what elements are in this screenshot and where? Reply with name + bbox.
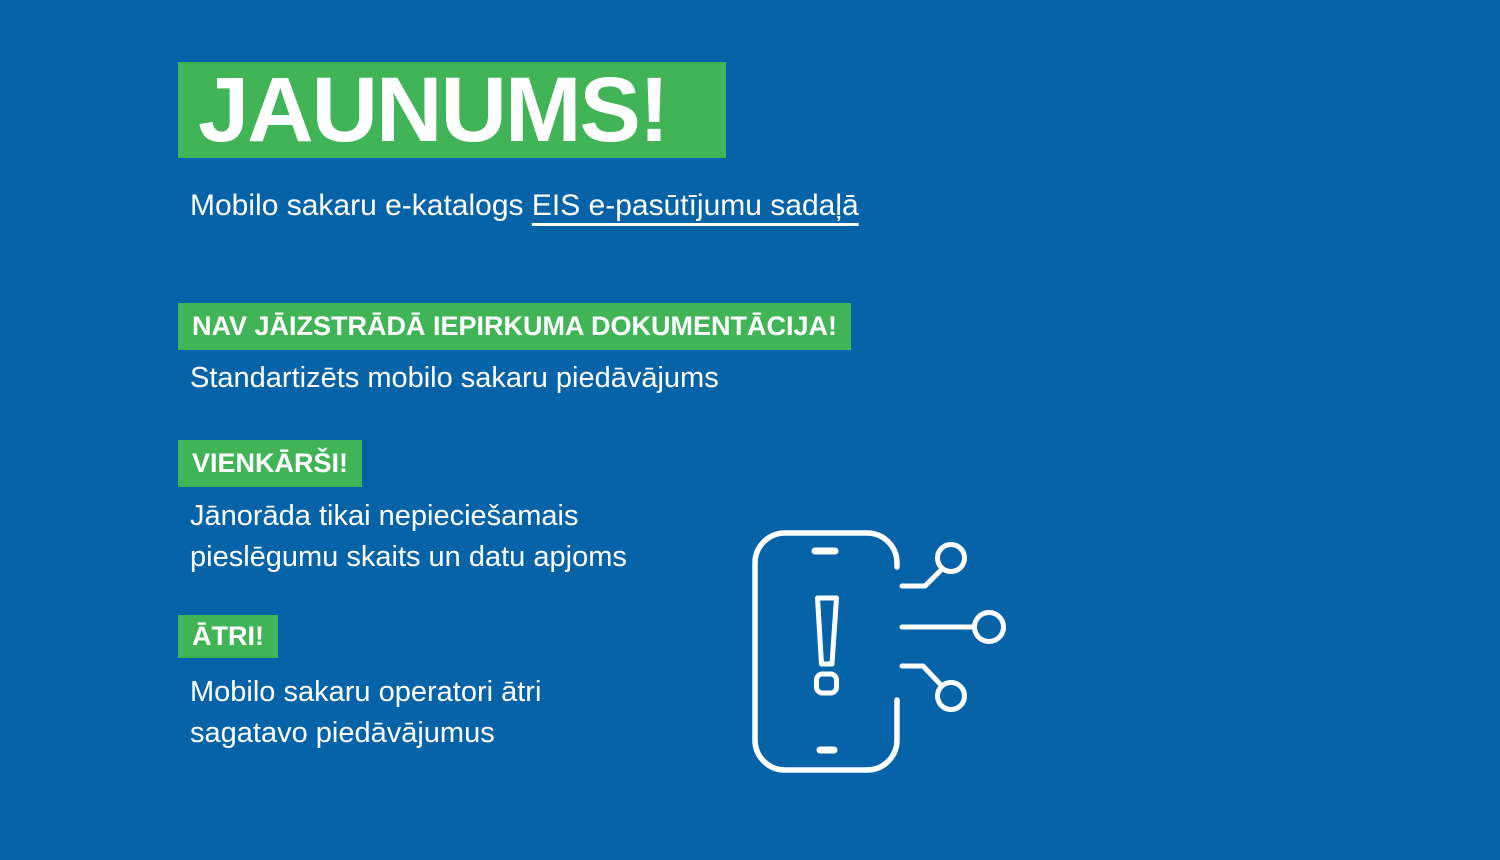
phone-exclamation-network-icon xyxy=(740,515,1020,790)
network-branch-top xyxy=(902,569,942,586)
text-line: sagatavo piedāvājumus xyxy=(190,717,495,749)
page-title: JAUNUMS! xyxy=(198,59,668,161)
subtitle xyxy=(190,186,859,226)
badge-no-procurement-documentation: NAV JĀIZSTRĀDĀ IEPIRKUMA DOKUMENTĀCIJA! xyxy=(178,303,851,350)
text-line: Mobilo sakaru operatori ātri xyxy=(190,676,542,708)
network-node-top xyxy=(938,545,965,572)
network-node-middle xyxy=(975,613,1004,642)
title-banner xyxy=(178,59,726,161)
badge-simple: VIENKĀRŠI! xyxy=(178,440,362,487)
section-text-fast xyxy=(190,672,541,754)
text-line: pieslēgumu skaits un datu apjoms xyxy=(190,541,627,573)
phone-outline xyxy=(755,533,897,770)
text-line: Standartizēts mobilo sakaru piedāvājums xyxy=(190,362,719,394)
text-line: Jānorāda tikai nepieciešamais xyxy=(190,500,579,532)
network-node-bottom xyxy=(938,683,965,710)
exclamation-dot xyxy=(817,674,837,693)
network-branch-bottom xyxy=(902,666,941,685)
section-text-simple xyxy=(190,496,627,578)
badge-fast: ĀTRI! xyxy=(178,615,278,658)
section-text-standardized-offer xyxy=(190,358,719,399)
exclamation-bar xyxy=(818,598,837,664)
subtitle-underlined-text: EIS e-pasūtījumu sadaļā xyxy=(531,189,859,222)
subtitle-text: Mobilo sakaru e-katalogs xyxy=(190,189,532,222)
